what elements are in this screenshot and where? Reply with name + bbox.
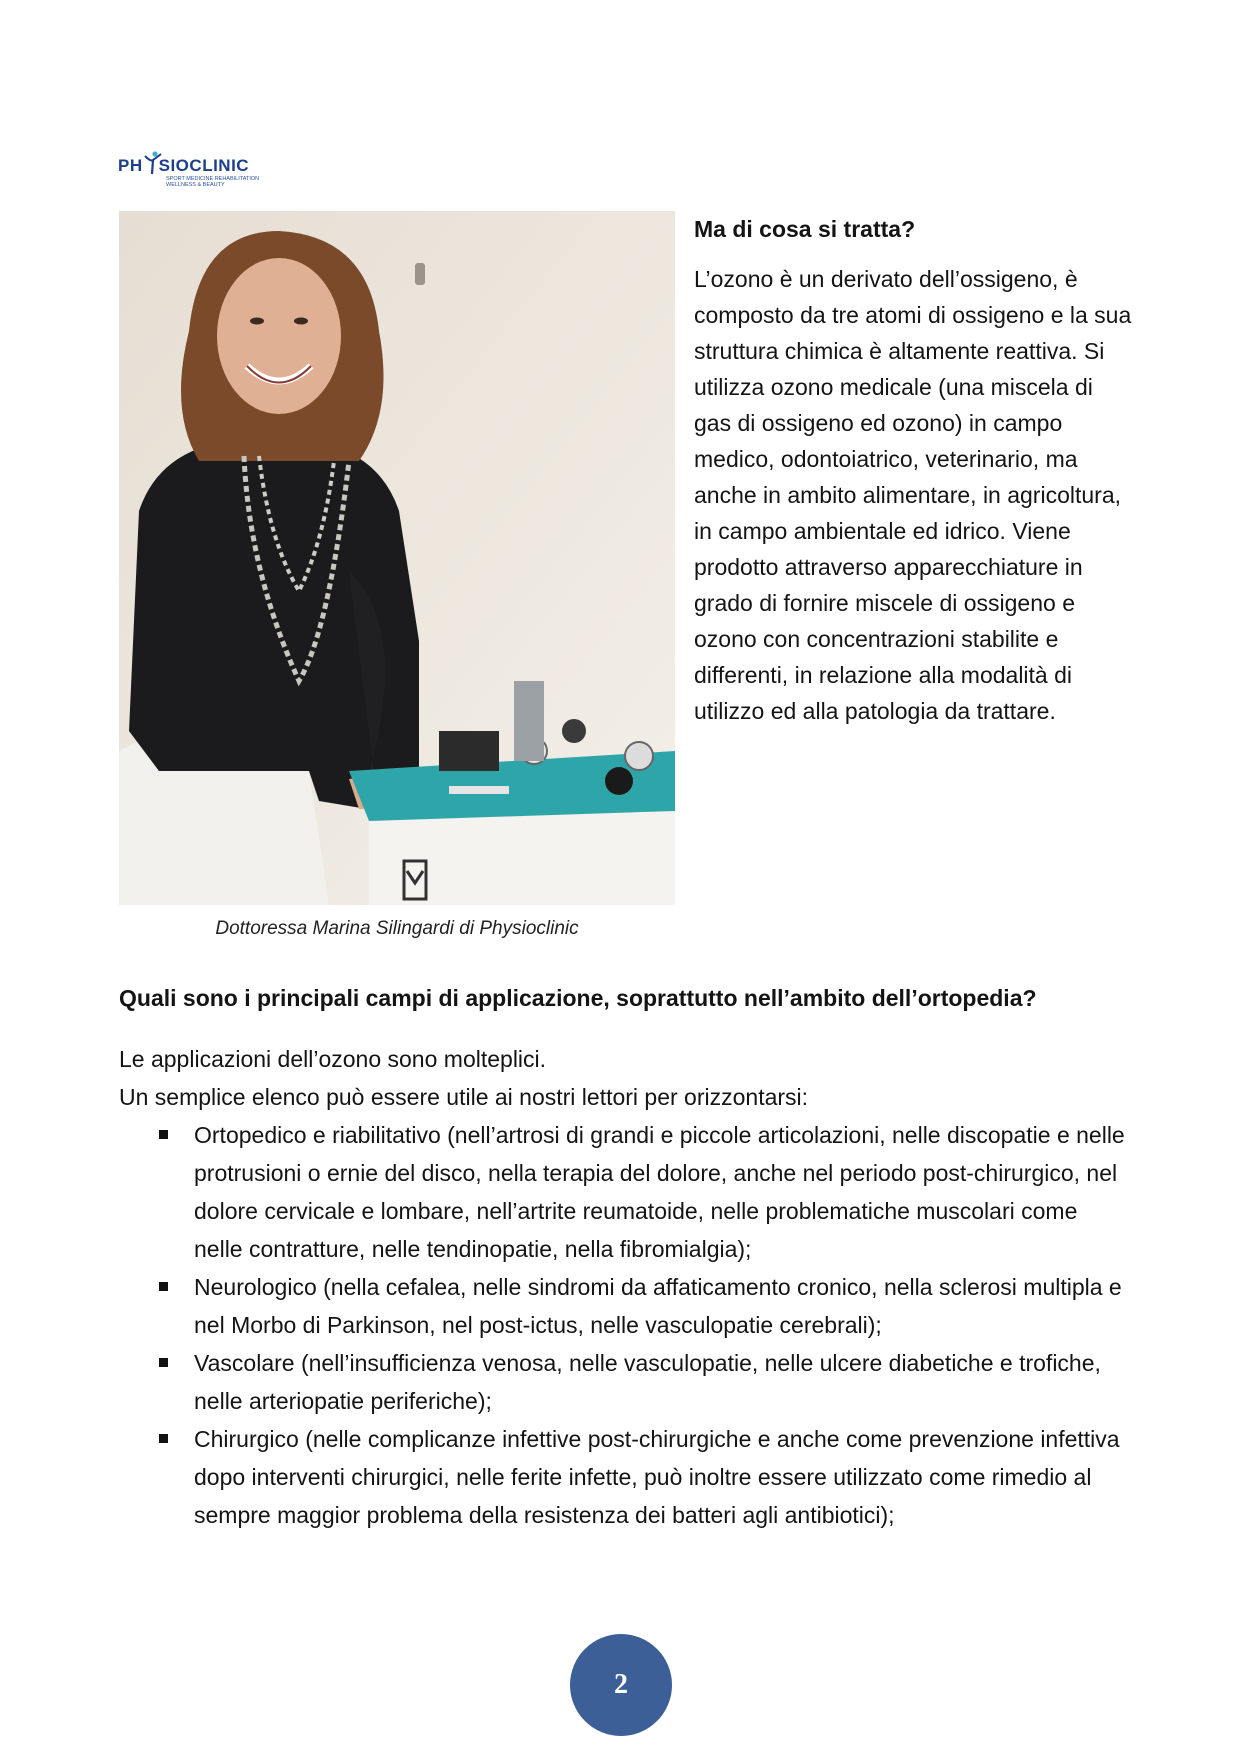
bullet-icon [159,1130,168,1139]
list-item [119,1344,1129,1420]
logo-part-clinic: CLINIC [189,156,250,175]
page-number-badge: 2 [570,1634,672,1736]
section-heading: Ma di cosa si tratta? [694,216,916,242]
list-item-text: Chirurgico (nelle complicanze infettive post-chirurgiche e anche come prevenzione infettiva dopo interventi chirurgici, nelle ferite infette, può inoltre essere utilizzato come rimedio al sempre maggior problema della resistenza dei batteri agli antibiotici); [194,1426,1120,1528]
logo-wordmark [118,156,249,176]
photo-caption: Dottoressa Marina Silingardi di Physioclinic [215,918,579,939]
portrait-illustration [119,211,675,905]
logo-figure-icon [144,150,162,176]
bullet-icon [159,1434,168,1443]
list-item-text: Neurologico (nella cefalea, nelle sindromi da affaticamento cronico, nella sclerosi multipla e nel Morbo di Parkinson, nel post-ictus, nelle vasculopatie cerebrali); [194,1274,1122,1338]
logo-part-ph: PH [118,156,143,175]
list-item [119,1420,1129,1534]
logo-tagline [166,176,259,188]
list-item [119,1268,1129,1344]
logo-part-sio: SIO [158,156,190,175]
question-heading: Quali sono i principali campi di applicazione, soprattutto nell’ambito dell’ortopedia? [119,985,1037,1011]
section-paragraph: L’ozono è un derivato dell’ossigeno, è composto da tre atomi di ossigeno e la sua struttura chimica è altamente reattiva. Si utilizza ozono medicale (una miscela di gas di ossigeno ed ozono) in campo medico, odontoiatrico, veterinario, ma anche in ambito alimentare, in agricoltura, in campo ambientale ed idrico. Viene prodotto attraverso apparecchiature in grado di fornire miscele di ossigeno e ozono con concentrazioni stabilite e differenti, in relazione alla modalità di utilizzo ed alla patologia da trattare. [694,266,1132,724]
portrait-photo [119,211,675,905]
logo-tagline-line1: SPORT MEDICINE REHABILITATION [166,176,260,182]
intro-line-1: Le applicazioni dell’ozono sono molteplici. [119,1046,547,1072]
logo-tagline-line2: WELLNESS & BEAUTY [166,182,225,188]
right-column [694,211,1134,729]
list-item [119,1116,1129,1268]
physioclinic-logo [118,150,288,192]
list-item-text: Ortopedico e riabilitativo (nell’artrosi di grandi e piccole articolazioni, nelle discopatie e nelle protrusioni o ernie del disco, nella terapia del dolore, anche nel periodo post-chirurgico, nel dolore cervicale e lombare, nell’artrite reumatoide, nelle problematiche muscolari come nelle contratture, nelle tendinopatie, nella fibromialgia); [194,1122,1125,1262]
applications-list [119,1116,1129,1534]
bullet-icon [159,1282,168,1291]
body-text [119,1040,1129,1534]
list-item-text: Vascolare (nell’insufficienza venosa, nelle vasculopatie, nelle ulcere diabetiche e trofiche, nelle arteriopatie periferiche); [194,1350,1101,1414]
intro-line-2: Un semplice elenco può essere utile ai nostri lettori per orizzontarsi: [119,1084,809,1110]
bullet-icon [159,1358,168,1367]
